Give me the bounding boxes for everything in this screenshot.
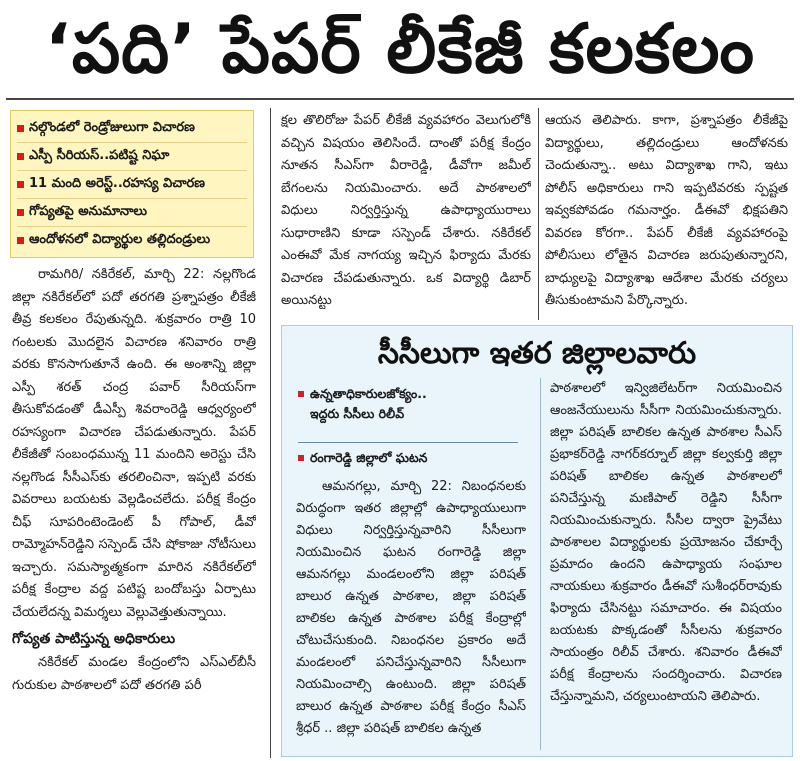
box-bullet-text: ఉన్నతాధికారులజోక్యం.. [310,386,427,401]
subheading: గోప్యత పాటిస్తున్న అధికారులు [12,631,176,647]
box-bullets-divider [298,442,518,443]
highlight-text: గోప్యతపై అనుమానాలు [29,203,148,219]
body-text: నిబంధనలకు విరుద్ధంగా ఇతర జిల్లాల్లో ఉపాధ్యాయులుగా విధులు నిర్వర్తిస్తున్నవారిని సీసీలుగా నియమించిన ఘటన రంగారెడ్డి జిల్లా ఆమనగల్లు మండలంలోని జిల్లా పరిషత్ బాలుర ఉన్నత పాఠశాల, జిల్లా పరిషత్ బాలికల ఉన్నత పాఠశాల పరీక్ష కేంద్రాల్లో చోటుచేసుకుంది. నిబంధనల ప్రకారం అదే మండలంలో పనిచేస్తున్నవారిని సీసీలుగా నియమించాల్సి ఉంటుంది. జిల్లా పరిషత్ బాలుర ఉన్నత పాఠశాల పరీక్ష కేంద్రం సీఎస్ శ్రీధర్ .. జిల్లా పరిషత్ బాలికల ఉన్నత [296,479,526,736]
body-paragraph: క్షల తొలిరోజు పేపర్ లీకేజీ వ్యవహారం వెలుగులోకి వచ్చిన విషయం తెలిసిందే. దాంతో పరీక్ష కేంద్రం నూతన సీఎస్‌గా వీరారెడ్డి, డీవోగా జమీల్ బేగంలను నియమించారు. అదే పాఠశాలలో విధులు నిర్వర్తిస్తున్న ఉపాధ్యాయురాలు సుధారాణిని కూడా సస్పెండ్ చేశారు. నకిరేకల్ ఎంఈవో మేక నాగయ్య ఇచ్చిన ఫిర్యాదు మేరకు విచారణ చేపడుతున్నారు. ఒక విద్యార్థి డిబార్ అయినట్టు [281,113,531,308]
highlights-box [10,110,254,258]
body-paragraph: నకిరేకల్ మండల కేంద్రంలోని ఎస్ఎల్‌బీసీ గురుకుల పాఠశాలలో పదో తరగతి పరీ [12,655,256,693]
bullet-square-icon [17,125,24,132]
bullet-square-icon [17,153,24,160]
highlight-text: ఎస్పీ సీరియస్..పటిష్ట నిఘా [29,147,170,163]
dateline: రామగిరి/ నకిరేకల్, మార్చి 22: [38,267,205,282]
column-rule [270,108,271,758]
body-paragraph: ఆయన తెలిపారు. కాగా, ప్రశ్నాపత్రం లీకేజీపై విద్యార్థులు, తల్లిదండ్రులు ఆందోళనకు చెందుతున్నా.. అటు విద్యాశాఖ గాని, ఇటు పోలీస్ అధికారులు గాని ఇప్పటివరకు స్పష్టత ఇవ్వకపోవడం గమనార్హం. డీఈవో భిక్షపతిని వివరణ కోరగా.. పేపర్ లీకేజీ వ్యవహారంపై పోలీసులు లోతైన విచారణ జరుపుతున్నారని, బాధ్యులపై విద్యాశాఖ ఆదేశాల మేరకు చర్యలు తీసుకుంటామని పేర్కొన్నారు. [545,113,788,308]
bullet-square-icon [17,209,24,216]
bullet-square-icon [17,181,24,188]
box-bullets [298,384,523,424]
article-column-3 [545,110,788,320]
box-bullets [298,448,523,468]
highlight-item [17,227,247,254]
bullet-square-icon [298,391,304,397]
body-paragraph [296,476,526,740]
column-rule [538,108,539,320]
box-bullet-continuation: ఇద్దరు సీసీలు రిలీవ్ [310,406,405,421]
highlight-item [17,171,247,198]
headline-rule [6,98,794,100]
highlight-text: నల్గొండలో రెండ్రోజులుగా విచారణ [29,119,195,135]
highlight-item [17,143,247,170]
bullet-square-icon [17,237,24,244]
box-bullet-text: రంగారెడ్డి జిల్లాలో ఘటన [310,450,428,465]
dateline: ఆమనగల్లు, మార్చి 22: [322,479,452,494]
box-column-right [550,378,782,752]
highlight-text: 11 మంది అరెస్ట్..రహస్య విచారణ [29,175,206,191]
box-bullet-item [298,448,523,468]
article-column-2 [281,110,531,320]
box-column-rule [540,378,541,750]
article-column-1 [12,264,256,758]
box-column-left [296,476,526,752]
box-bullet-item [298,384,523,404]
sidebar-story-box [281,325,793,757]
highlight-text: ఆందోళనలో విద్యార్థుల తల్లిదండ్రులు [29,231,211,247]
body-text: నల్లగొండ జిల్లా నకిరేకల్‌లో పదో తరగతి ప్రశ్నాపత్రం లీకేజీ తీవ్ర కలకలం రేపుతున్నది. శుక్రవారం రాత్రి 10 గంటలకు మొదలైన విచారణ శనివారం రాత్రి వరకు కొనసాగుతూనే ఉంది. ఈ అంశాన్ని జిల్లా ఎస్పీ శరత్ చంద్ర పవార్ సీరియస్‌గా తీసుకోవడంతో డీఎస్పీ శివరాంరెడ్డి ఆధ్వర్యంలో రహస్యంగా విచారణ చేపడుతున్నారు. పేపర్ లీకేజీతో సంబంధమున్న 11 మందిని అరెస్టు చేసి నల్లగొండ సీసీఎస్‌కు తరలించినా, ఇప్పటి వరకు వివరాలు బయటకు వెల్లడించలేదు. పరీక్ష కేంద్రం చీఫ్ సూపరింటెండెంట్ పీ గోపాల్, డీవో రామ్మోహన్‌రెడ్డిని సస్పెండ్ చేసి షోకాజు నోటీసులు ఇచ్చారు. సమస్యాత్మకంగా మారిన నకిరేకల్‌లో పరీక్ష కేంద్రాల వద్ద పటిష్ట బందోబస్తు ఏర్పాటు చేయలేదన్న విమర్శలు వెల్లువెత్తుతున్నాయి. [12,267,256,620]
headline: ‘పది’ పేపర్ లీకేజీ కలకలం [44,10,755,89]
highlight-item [17,115,247,142]
box-title: సీసీలుగా ఇతర జిల్లాలవారు [377,336,697,371]
body-paragraph: పాఠశాలలో ఇన్విజిలేటర్‌గా నియమించిన ఆంజనేయులును సీసీగా నియమించుకున్నారు. జిల్లా పరిషత్ బాలికల ఉన్నత పాఠశాల సీఎస్ ప్రభాకర్‌రెడ్డి నాగర్‌కర్నూల్ జిల్లా కల్వకుర్తి జిల్లా పరిషత్ బాలికల ఉన్నత పాఠశాలలో పనిచేస్తున్న మణిపాల్ రెడ్డిని సీసీగా నియమించుకున్నారు. సీసీల ద్వారా ప్రైవేటు పాఠశాలల విద్యార్థులకు ప్రయోజనం చేకూర్చే ప్రమాదం ఉందని ఉపాధ్యాయ సంఘాల నాయకులు శుక్రవారం డీఈవో సుశీంధర్‌రావుకు ఫిర్యాదు చేసినట్టు సమాచారం. ఈ విషయం బయటకు పొక్కడంతో సీసీలను శుక్రవారం సాయంత్రం రిలీవ్ చేశారు. శనివారం డీఈవో పరీక్ష కేంద్రాలను సందర్శించారు. విచారణ చేస్తున్నామని, చర్యలుంటాయని తెలిపారు. [550,381,782,704]
highlight-item [17,199,247,226]
body-paragraph [12,264,256,624]
bullet-square-icon [298,455,304,461]
